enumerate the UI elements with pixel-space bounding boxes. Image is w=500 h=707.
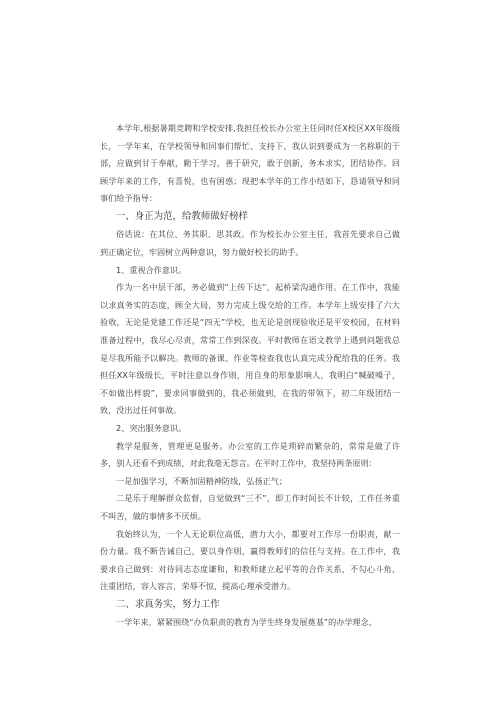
body-paragraph: 我始终认为，一个人无论职位高低，潜力大小，都要对工作尽一份职责，献一份力量。我不断告诫自己，要以身作则，赢得教师们的信任与支持。在工作中，我要求自己做到：对待同志态度谦和，和教师建立起平等的合作关系，不勾心斗角，注重团结，容人容言，荣辱不惊，提高心理承受潜力。 xyxy=(100,528,400,592)
principle-one: 一是加强学习，不断加固精神防线，弘扬正气； xyxy=(116,475,288,486)
body-paragraph: 一学年来，紧紧围绕“办负职责的教育为学生终身发展奠基”的办学理念， xyxy=(116,617,377,628)
document-body xyxy=(100,120,400,632)
subheading-service: 2、突出服务意识。 xyxy=(116,423,187,433)
body-paragraph: 教学是服务，管理更是服务。办公室的工作是琐碎而繁杂的，常常是做了许多，别人还看不到成绩，对此我毫无怨言。在平时工作中，我坚持两条原则： xyxy=(100,440,400,469)
section-heading-2: 二、求真务实，努力工作 xyxy=(116,598,220,610)
intro-paragraph: 本学年,根据暑期竞聘和学校安排,我担任校长办公室主任同时任X校区XX年级级长，一学年来，在学校领导和同事们帮忙、支持下，我认识到要成为一名称职的干部，应做到甘于奉献，勤于学习，善于研究，敢于创新，务本求实，团结协作。回顾学年来的工作，有喜悦，也有困惑；现把本学年的工作小结如下，恳请领导和同事们给予指导： xyxy=(100,123,400,204)
body-paragraph: 俗话说：在其位、务其职、思其政。作为校长办公室主任，我首先要求自己做到正确定位，牢固树立两种意识，努力做好校长的助手。 xyxy=(100,229,400,258)
body-paragraph: 作为一名中层干部，务必做到“上传下达”，起桥梁沟通作用。在工作中，我能以求真务实的态度，顾全大局，努力完成上级交给的工作。本学年上级安排了六大验收，无论是党建工作还是“四无”学校，也无论是创现验收还是平安校园，在材料准备过程中，我尽心尽责，常常工作到深夜。平时教师在语文教学上遇到问题我总是尽我所能予以解决。教师的备课、作业等检查我也认真完成分配给我的任务。我担任XX年级级长，平时注意以身作则，用自身的形象影响人，我明白“喊破嗓子，不如做出样貌”，要求同事做到的，我必须做到，在我的带领下，初二年级团结一致，没出过任何事故。 xyxy=(100,282,400,416)
principle-two: 二是乐于理解群众监督，自觉做到“三不”，即工作时间长不计较，工作任务重不叫苦，做的事情多不厌烦。 xyxy=(100,493,400,521)
section-heading-1: 一、身正为范，给教师做好榜样 xyxy=(116,210,248,222)
subheading-cooperation: 1、重视合作意识。 xyxy=(116,264,187,275)
